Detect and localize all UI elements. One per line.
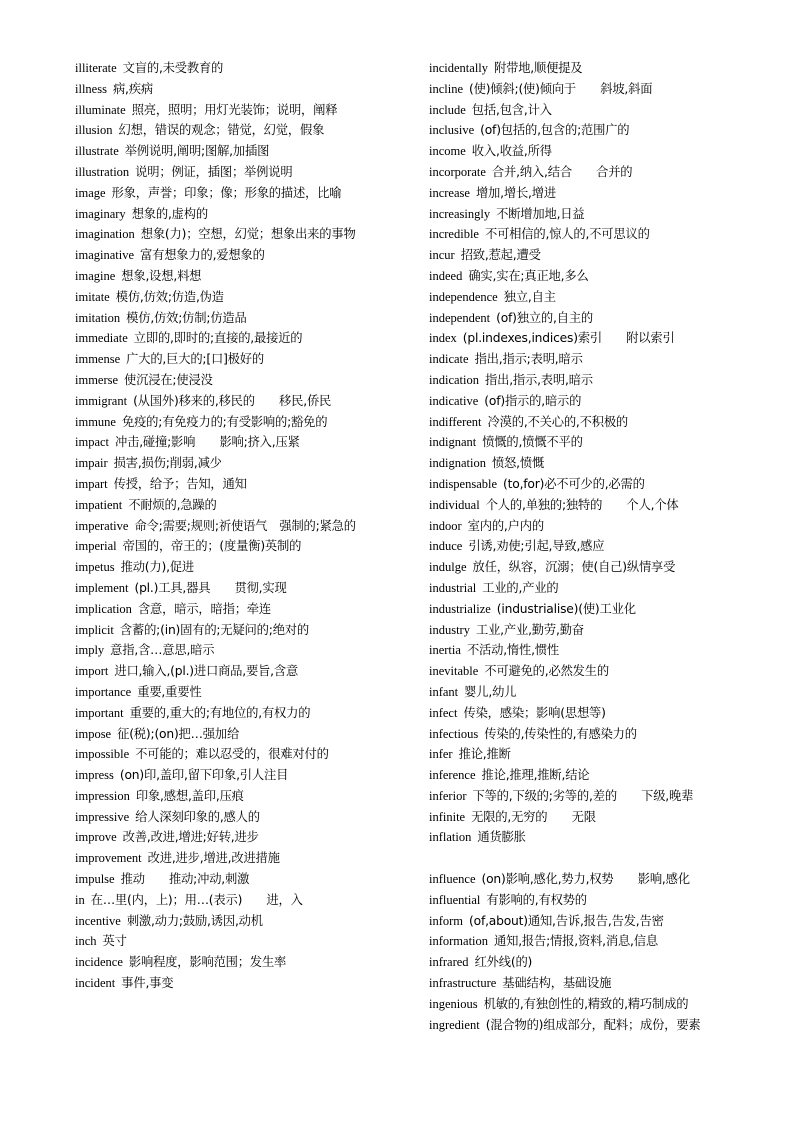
vocab-word: indifferent (429, 414, 482, 429)
vocab-word: infrared (429, 955, 469, 970)
vocab-definition: 通货膨胀 (477, 830, 526, 845)
vocab-word: image (75, 185, 106, 200)
vocab-word: illuminate (75, 102, 126, 117)
vocab-word: immigrant (75, 393, 128, 408)
vocab-entry (429, 391, 764, 412)
vocab-definition: 想象,设想,料想 (121, 268, 202, 283)
vocab-word: immediate (75, 331, 128, 346)
vocab-definition: 传染，感染；影响(思想等) (463, 705, 606, 720)
vocab-word: infrastructure (429, 976, 497, 991)
vocab-entry (75, 724, 410, 745)
vocab-entry (75, 869, 410, 890)
vocab-definition: 影响程度，影响范围；发生率 (128, 955, 287, 970)
vocab-definition: 病,疾病 (112, 81, 153, 96)
vocab-word: incredible (429, 227, 479, 242)
vocab-definition: 幻想，错误的观念；错觉，幻觉，假象 (118, 123, 325, 138)
vocab-definition: 下等的,下级的;劣等的,差的 下级,晚辈 (472, 788, 694, 803)
left-column (75, 58, 410, 994)
vocab-word: incline (429, 81, 464, 96)
vocab-entry (429, 973, 764, 994)
vocab-definition: 重要的,重大的;有地位的,有权力的 (129, 705, 311, 720)
vocab-definition: 推动 推动;冲动,刺激 (120, 872, 250, 887)
vocab-word: independent (429, 310, 491, 325)
vocab-entry (429, 162, 764, 183)
vocab-word: information (429, 934, 489, 949)
vocab-word: imitation (75, 310, 121, 325)
vocab-definition: 包括,包含,计入 (471, 102, 552, 117)
vocab-word: incident (75, 976, 116, 991)
vocab-entry (429, 453, 764, 474)
vocab-entry (429, 516, 764, 537)
vocab-entry (75, 412, 410, 433)
vocab-definition: 不可相信的,惊人的,不可思议的 (484, 227, 650, 242)
vocab-word: inference (429, 768, 476, 783)
vocab-definition: 给人深刻印象的,感人的 (135, 809, 260, 824)
vocab-entry (75, 58, 410, 79)
vocab-entry (429, 120, 764, 141)
vocab-word: illustration (75, 164, 130, 179)
vocab-word: impossible (75, 747, 130, 762)
vocab-entry (429, 412, 764, 433)
vocab-definition: 说明；例证，插图；举例说明 (135, 164, 293, 179)
vocab-entry (429, 204, 764, 225)
vocab-word: incidence (75, 955, 123, 970)
vocab-entry (75, 370, 410, 391)
vocab-entry (429, 890, 764, 911)
vocab-word: induce (429, 539, 463, 554)
vocab-word: inflation (429, 830, 472, 845)
vocab-entry (75, 952, 410, 973)
vocab-word: import (75, 664, 109, 679)
vocab-entry (75, 786, 410, 807)
vocab-entry (75, 183, 410, 204)
vocab-entry (75, 640, 410, 661)
vocab-definition: (pl.indexes,indices)索引 附以索引 (462, 331, 675, 346)
vocab-definition: 广大的,巨大的;[口]极好的 (126, 352, 264, 367)
vocab-entry (75, 162, 410, 183)
vocab-word: incentive (75, 913, 121, 928)
vocab-definition: 指出,指示,表明,暗示 (485, 372, 593, 387)
vocab-word: ingenious (429, 996, 478, 1011)
vocab-word: include (429, 102, 466, 117)
vocab-definition: 帝国的，帝王的；(度量衡)英制的 (122, 539, 302, 554)
vocab-word: illustrate (75, 144, 119, 159)
vocab-word: impair (75, 456, 108, 471)
vocab-word: immense (75, 352, 121, 367)
vocab-word: indication (429, 372, 479, 387)
vocab-entry (75, 266, 410, 287)
vocab-entry (429, 599, 764, 620)
vocab-entry (429, 827, 764, 848)
vocab-entry (75, 349, 410, 370)
vocab-definition: 推动(力),促进 (120, 560, 194, 575)
vocab-definition: 模仿,仿效;仿制;仿造品 (126, 310, 247, 325)
vocab-definition: 文盲的,未受教育的 (122, 61, 224, 75)
vocab-word: imperative (75, 518, 129, 533)
vocab-definition: 传染的,传染性的,有感染力的 (484, 726, 637, 741)
vocab-definition: (of)独立的,自主的 (496, 310, 594, 325)
vocab-definition: 照亮，照明；用灯光装饰；说明，阐释 (131, 102, 338, 117)
vocab-definition: (on)印,盖印,留下印象,引人注目 (119, 768, 289, 783)
vocab-word: indignant (429, 435, 477, 450)
vocab-entry (429, 869, 764, 890)
vocab-entry (429, 100, 764, 121)
vocab-definition: 事件,事变 (121, 976, 174, 991)
vocab-entry (429, 931, 764, 952)
vocab-entry (75, 100, 410, 121)
vocab-definition: 红外线(的) (474, 955, 533, 970)
vocab-entry (429, 786, 764, 807)
vocab-entry (429, 266, 764, 287)
vocab-word: illusion (75, 123, 113, 138)
vocab-definition: 工业,产业,勤劳,勤奋 (475, 622, 584, 637)
vocab-word: indicative (429, 393, 479, 408)
vocab-entry (429, 432, 764, 453)
vocab-word: individual (429, 497, 480, 512)
vocab-word: indoor (429, 518, 462, 533)
vocab-word: imply (75, 643, 105, 658)
vocab-entry (75, 536, 410, 557)
vocab-definition: (to,for)必不可少的,必需的 (503, 476, 645, 491)
vocab-word: impress (75, 768, 114, 783)
vocab-entry (429, 994, 764, 1015)
vocab-entry (75, 287, 410, 308)
vocab-word: implicit (75, 622, 114, 637)
vocab-word: imperial (75, 539, 117, 554)
vocab-word: infant (429, 684, 459, 699)
vocab-definition: 刺激,动力;鼓励,诱因,动机 (126, 913, 263, 928)
vocab-word: in (75, 892, 85, 907)
vocab-definition: 不可避免的,必然发生的 (484, 664, 609, 679)
vocab-definition: 模仿,仿效;仿造,伪造 (115, 289, 224, 304)
vocab-entry (429, 765, 764, 786)
vocab-word: increasingly (429, 206, 491, 221)
vocab-definition: 改进,进步,增进,改进措施 (147, 851, 280, 866)
vocab-entry (75, 516, 410, 537)
vocab-word: imagine (75, 268, 116, 283)
vocab-entry (429, 744, 764, 765)
vocab-entry (429, 578, 764, 599)
vocab-entry (429, 620, 764, 641)
vocab-word: imagination (75, 227, 135, 242)
vocab-entry (75, 308, 410, 329)
vocab-entry (75, 599, 410, 620)
vocab-word: immune (75, 414, 116, 429)
vocab-word: importance (75, 684, 132, 699)
vocab-definition: 放任，纵容，沉溺；使(自己)纵情享受 (472, 560, 676, 575)
vocab-definition: 传授，给予；告知，通知 (113, 476, 247, 491)
vocab-definition: 增加,增长,增进 (475, 185, 556, 200)
vocab-definition: 收入,收益,所得 (471, 144, 552, 159)
vocab-definition: 含蓄的;(in)固有的;无疑问的;绝对的 (119, 622, 309, 637)
vocab-definition: 英寸 (102, 934, 127, 949)
vocab-entry (429, 557, 764, 578)
vocab-entry (429, 183, 764, 204)
vocab-word: illiterate (75, 61, 117, 75)
vocab-entry (429, 58, 764, 79)
vocab-definition: (从国外)移来的,移民的 移民,侨民 (133, 393, 332, 408)
vocab-word: indispensable (429, 476, 498, 491)
vocab-definition: 改善,改进,增进;好转,进步 (122, 830, 259, 845)
vocab-word: impressive (75, 809, 130, 824)
vocab-entry (75, 827, 410, 848)
vocab-word: inform (429, 913, 464, 928)
vocab-word: impose (75, 726, 112, 741)
vocab-entry (429, 952, 764, 973)
vocab-entry (429, 224, 764, 245)
vocab-entry (429, 287, 764, 308)
vocab-entry (429, 536, 764, 557)
vocab-entry (429, 911, 764, 932)
vocab-definition: 想象的,虚构的 (131, 206, 208, 221)
vocab-definition: (on)影响,感化,势力,权势 影响,感化 (481, 872, 690, 887)
vocab-definition: 举例说明,阐明;图解,加插图 (124, 144, 270, 159)
vocab-word: inferior (429, 788, 467, 803)
vocab-entry (75, 474, 410, 495)
vocab-definition: 指出,指示;表明,暗示 (474, 352, 583, 367)
vocab-entry (429, 640, 764, 661)
vocab-entry (429, 79, 764, 100)
vocab-entry (429, 370, 764, 391)
vocab-definition: 婴儿,幼儿 (464, 684, 517, 699)
vocab-definition: 室内的,户内的 (467, 518, 544, 533)
vocab-word: indignation (429, 456, 486, 471)
vocab-word: ingredient (429, 1017, 480, 1032)
vocab-entry (429, 807, 764, 828)
vocab-definition: 印象,感想,盖印,压痕 (135, 788, 244, 803)
vocab-definition: 征(税);(on)把…强加给 (117, 726, 240, 741)
vocab-entry (429, 661, 764, 682)
vocab-definition: 不可能的；难以忍受的，很难对付的 (135, 747, 329, 762)
vocab-word: industry (429, 622, 470, 637)
vocab-entry (429, 703, 764, 724)
vocab-definition: 愤慨的,愤慨不平的 (482, 435, 583, 450)
vocab-word: infectious (429, 726, 479, 741)
vocab-definition: (混合物的)组成部分，配料；成份，要素 (485, 1017, 701, 1032)
vocab-entry (75, 204, 410, 225)
vocab-definition: 意指,含…意思,暗示 (110, 643, 215, 658)
vocab-definition: (of)指示的,暗示的 (484, 393, 582, 408)
vocab-word: impetus (75, 560, 115, 575)
vocab-entry (75, 245, 410, 266)
vocab-word: imitate (75, 289, 110, 304)
vocab-entry (75, 578, 410, 599)
vocab-word: impulse (75, 872, 115, 887)
vocab-entry (75, 224, 410, 245)
right-column (429, 58, 764, 1035)
vocab-word: indulge (429, 560, 467, 575)
vocab-definition: 进口,输入,(pl.)进口商品,要旨,含意 (114, 664, 299, 679)
vocab-word: impatient (75, 497, 123, 512)
vocab-entry (75, 495, 410, 516)
vocab-word: impact (75, 435, 110, 450)
vocab-entry (75, 744, 410, 765)
vocab-definition: 立即的,即时的;直接的,最接近的 (133, 331, 303, 346)
vocab-definition: 不活动,惰性,惯性 (466, 643, 560, 658)
vocab-entry (429, 245, 764, 266)
vocab-definition: 冷漠的,不关心的,不积极的 (487, 414, 629, 429)
vocab-definition: 冲击,碰撞;影响 影响;挤入,压紧 (115, 435, 300, 450)
vocab-word: increase (429, 185, 470, 200)
vocab-word: inertia (429, 643, 461, 658)
vocab-word: independence (429, 289, 498, 304)
vocab-entry (75, 79, 410, 100)
vocab-entry (75, 432, 410, 453)
vocab-word: infinite (429, 809, 466, 824)
vocab-word: incidentally (429, 61, 489, 75)
vocab-definition: (pl.)工具,器具 贯彻,实现 (134, 580, 287, 595)
vocab-definition: 命令;需要;规则;祈使语气 强制的;紧急的 (134, 518, 356, 533)
vocab-entry (75, 620, 410, 641)
vocab-definition: 不耐烦的,急躁的 (128, 497, 217, 512)
vocab-word: influential (429, 892, 481, 907)
vocab-entry (429, 848, 764, 869)
vocab-entry (75, 703, 410, 724)
vocab-word: implication (75, 601, 132, 616)
vocab-word: industrial (429, 580, 477, 595)
vocab-definition: 想象(力)；空想，幻觉；想象出来的事物 (140, 227, 356, 242)
vocab-entry (429, 1015, 764, 1036)
vocab-word: indicate (429, 352, 469, 367)
vocab-word: immerse (75, 372, 119, 387)
vocab-entry (75, 931, 410, 952)
vocab-definition: (of)包括的,包含的;范围广的 (480, 123, 630, 138)
vocab-entry (429, 328, 764, 349)
vocab-word: infer (429, 747, 453, 762)
vocab-entry (429, 682, 764, 703)
vocab-definition: 确实,实在;真正地,多么 (468, 268, 589, 283)
vocab-entry (75, 453, 410, 474)
vocab-word: implement (75, 580, 129, 595)
vocab-entry (75, 141, 410, 162)
vocab-word: impression (75, 788, 130, 803)
vocab-entry (75, 328, 410, 349)
vocab-definition: 基础结构，基础设施 (502, 976, 612, 991)
vocab-entry (75, 973, 410, 994)
vocab-word: incur (429, 248, 455, 263)
vocab-word: indeed (429, 268, 463, 283)
vocab-entry (75, 765, 410, 786)
vocab-entry (75, 120, 410, 141)
vocab-word: inevitable (429, 664, 479, 679)
vocab-word: inch (75, 934, 97, 949)
vocab-entry (75, 807, 410, 828)
vocab-word: inclusive (429, 123, 475, 138)
vocab-word: influence (429, 872, 476, 887)
vocab-entry (75, 682, 410, 703)
vocab-definition: 形象，声誉；印象；像；形象的描述，比喻 (111, 185, 342, 200)
vocab-word: index (429, 331, 457, 346)
vocab-definition: 无限的,无穷的 无限 (471, 809, 596, 824)
vocab-definition: 含意，暗示，暗指；牵连 (137, 601, 272, 616)
vocab-definition: 个人的,单独的;独特的 个人,个体 (485, 497, 679, 512)
vocab-entry (75, 848, 410, 869)
vocab-definition: (使)倾斜;(使)倾向于 斜坡,斜面 (469, 81, 653, 96)
vocab-definition: 工业的,产业的 (482, 580, 559, 595)
vocab-definition: (industrialise)(使)工业化 (496, 601, 636, 616)
vocab-word: illness (75, 81, 107, 96)
vocab-definition: 推论,推断 (458, 747, 511, 762)
vocab-entry (75, 391, 410, 412)
vocab-definition: 在…里(内，上)；用…(表示) 进，入 (90, 892, 303, 907)
vocab-entry (75, 890, 410, 911)
vocab-word: improve (75, 830, 117, 845)
vocab-word: important (75, 705, 124, 720)
vocab-word: impart (75, 476, 108, 491)
vocab-entry (75, 911, 410, 932)
vocab-word: income (429, 144, 466, 159)
vocab-definition: 免疫的;有免疫力的;有受影响的;豁免的 (121, 414, 328, 429)
vocab-entry (429, 724, 764, 745)
vocab-definition: 使沉浸在;使浸没 (124, 372, 213, 387)
vocab-entry (75, 557, 410, 578)
vocab-word: infect (429, 705, 458, 720)
vocab-word: imaginative (75, 248, 135, 263)
vocab-word: imaginary (75, 206, 126, 221)
vocab-word: industrialize (429, 601, 491, 616)
vocab-definition: 附带地,顺便提及 (494, 61, 583, 75)
vocab-definition: 推论,推理,推断,结论 (481, 768, 590, 783)
vocab-entry (429, 495, 764, 516)
vocab-definition: 重要,重要性 (137, 684, 202, 699)
vocab-entry (429, 141, 764, 162)
vocab-definition: 合并,纳入,结合 合并的 (491, 164, 633, 179)
vocab-entry (429, 308, 764, 329)
vocab-definition: 通知,报告;情报,资料,消息,信息 (494, 934, 658, 949)
vocab-definition: 独立,自主 (503, 289, 556, 304)
vocab-entry (75, 661, 410, 682)
vocab-definition: 有影响的,有权势的 (486, 892, 587, 907)
vocab-definition: 不断增加地,日益 (496, 206, 585, 221)
vocab-word: incorporate (429, 164, 486, 179)
vocab-definition: 招致,惹起,遭受 (460, 248, 541, 263)
vocab-word: improvement (75, 851, 142, 866)
vocab-definition: 富有想象力的,爱想象的 (140, 248, 265, 263)
vocab-definition: 引诱,劝使;引起,导致,感应 (468, 539, 605, 554)
vocab-definition: 机敏的,有独创性的,精致的,精巧制成的 (483, 996, 689, 1011)
vocab-definition: (of,about)通知,告诉,报告,告发,告密 (469, 913, 664, 928)
vocab-definition: 损害,损伤;削弱,减少 (113, 456, 222, 471)
vocab-entry (429, 474, 764, 495)
vocab-definition: 愤怒,愤慨 (491, 456, 545, 471)
vocab-entry (429, 349, 764, 370)
